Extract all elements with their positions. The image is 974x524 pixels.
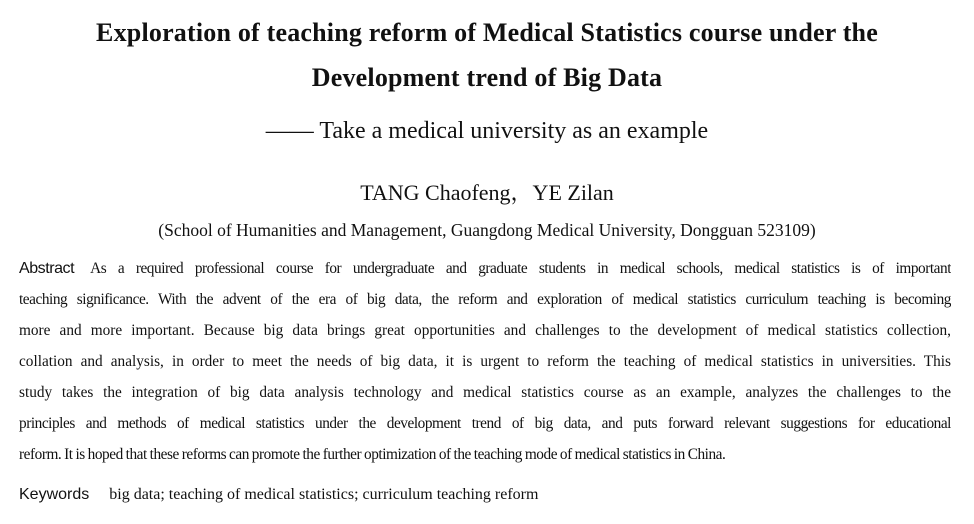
- author-affiliation: (School of Humanities and Management, Guangdong Medical University, Dongguan 523109): [158, 220, 816, 240]
- keywords-section: [19, 481, 951, 509]
- paper-title-line-2: Development trend of Big Data: [311, 63, 663, 92]
- abstract-text: As a required professional course for undergraduate and graduate students in medical schools, medical statistics is of important: [90, 260, 951, 277]
- abstract-line: study takes the integration of big data analysis technology and medical statistics course as an example, analyzes the challenges to the: [19, 384, 951, 401]
- paper-title-line-1: Exploration of teaching reform of Medical Statistics course under the: [96, 18, 878, 47]
- abstract-line: reform. It is hoped that these reforms can promote the further optimization of the teaching mode of medical statistics in China.: [19, 446, 726, 463]
- keywords-text: big data; teaching of medical statistics; curriculum teaching reform: [109, 486, 539, 503]
- keywords-label: Keywords: [19, 486, 90, 503]
- abstract-line: collation and analysis, in order to meet the needs of big data, it is urgent to reform the teaching of medical statistics in universities. This: [19, 353, 951, 370]
- abstract-line: principles and methods of medical statistics under the development trend of big data, and puts forward relevant suggestions for educational: [19, 415, 951, 432]
- author-list: TANG Chaofeng，YE Zilan: [360, 180, 614, 205]
- paper-subtitle: —— Take a medical university as an example: [265, 118, 709, 144]
- abstract-line: teaching significance. With the advent of the era of big data, the reform and exploration of medical statistics curriculum teaching is becoming: [19, 291, 951, 308]
- abstract-line: more and more important. Because big data brings great opportunities and challenges to the development of medical statistics collection,: [19, 322, 951, 339]
- abstract-section: [19, 253, 951, 470]
- abstract-label: Abstract: [19, 260, 75, 277]
- abstract-line: [19, 253, 951, 284]
